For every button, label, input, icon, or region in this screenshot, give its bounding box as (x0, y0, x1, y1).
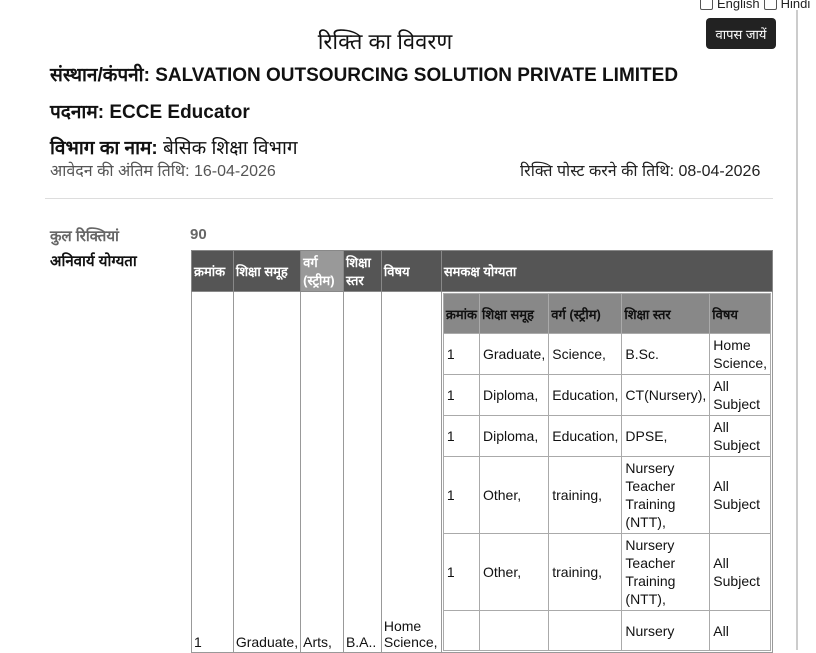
cell-stream: Arts, (301, 292, 344, 653)
inner-cell-serial: 1 (443, 534, 479, 611)
inner-row (443, 534, 770, 611)
hindi-label: Hindi (780, 0, 811, 11)
table-row (192, 292, 773, 653)
inner-cell-stream: training, (549, 457, 622, 534)
post-date: रिक्ति पोस्ट करने की तिथि: 08-04-2026 (520, 163, 761, 180)
dept-label: विभाग का नाम: (50, 138, 158, 159)
inner-cell-serial: 1 (443, 416, 479, 457)
col-group: शिक्षा समूह (233, 251, 300, 292)
inner-col-group: शिक्षा समूह (479, 294, 548, 334)
inner-col-serial: क्रमांक (443, 294, 479, 334)
inner-cell-serial: 1 (443, 457, 479, 534)
inner-row (443, 334, 770, 375)
qualification-table (191, 250, 773, 653)
company-label: संस्थान/कंपनी: (50, 65, 150, 86)
inner-row (443, 611, 770, 651)
cell-level: B.A.. (343, 292, 381, 653)
cell-equivalent (441, 292, 772, 653)
inner-cell-subject: All Subject (710, 416, 771, 457)
dept-line (50, 134, 298, 160)
total-label: कुल रिक्तियां (50, 228, 119, 245)
total-value: 90 (190, 226, 207, 243)
inner-cell-stream: Education, (549, 375, 622, 416)
equivalent-table (443, 293, 771, 651)
inner-cell-stream: Education, (549, 416, 622, 457)
inner-cell-group: Diploma, (479, 375, 548, 416)
col-stream: वर्ग (स्ट्रीम) (301, 251, 344, 292)
hindi-checkbox[interactable] (764, 0, 777, 10)
col-subject: विषय (381, 251, 441, 292)
company-line (50, 61, 678, 87)
divider (45, 198, 773, 199)
inner-cell-group (479, 611, 548, 651)
inner-cell-group: Other, (479, 534, 548, 611)
inner-cell-serial: 1 (443, 375, 479, 416)
inner-row (443, 416, 770, 457)
inner-cell-level: DPSE, (622, 416, 710, 457)
cell-serial: 1 (192, 292, 234, 653)
inner-col-stream: वर्ग (स्ट्रीम) (549, 294, 622, 334)
inner-cell-subject: Home Science, (710, 334, 771, 375)
inner-cell-stream: training, (549, 534, 622, 611)
inner-cell-group: Other, (479, 457, 548, 534)
inner-cell-subject: All Subject (710, 375, 771, 416)
post-name: ECCE Educator (109, 102, 250, 123)
page-title: रिक्ति का विवरण (317, 29, 453, 54)
inner-cell-group: Diploma, (479, 416, 548, 457)
inner-col-subject: विषय (710, 294, 771, 334)
inner-row (443, 457, 770, 534)
inner-cell-subject: All Subject (710, 534, 771, 611)
col-equivalent: समकक्ष योग्यता (441, 251, 772, 292)
english-checkbox[interactable] (700, 0, 713, 10)
dept-name: बेसिक शिक्षा विभाग (162, 138, 298, 159)
inner-cell-level: Nursery Teacher Training (NTT), (622, 534, 710, 611)
cell-subject: Home Science, (381, 292, 441, 653)
inner-cell-level: B.Sc. (622, 334, 710, 375)
inner-cell-level: Nursery Teacher Training (NTT), (622, 457, 710, 534)
inner-cell-stream (549, 611, 622, 651)
company-name: SALVATION OUTSOURCING SOLUTION PRIVATE LIMITED (155, 65, 679, 86)
col-serial: क्रमांक (192, 251, 234, 292)
qualification-label: अनिवार्य योग्यता (50, 253, 137, 270)
back-button[interactable]: वापस जायें (706, 18, 776, 49)
col-level: शिक्षा स्तर (343, 251, 381, 292)
inner-cell-serial: 1 (443, 334, 479, 375)
last-date: आवेदन की अंतिम तिथि: 16-04-2026 (50, 163, 276, 180)
inner-cell-stream: Science, (549, 334, 622, 375)
inner-cell-subject: All (710, 611, 771, 651)
inner-cell-group: Graduate, (479, 334, 548, 375)
english-label: English (717, 0, 760, 11)
inner-cell-serial (443, 611, 479, 651)
post-label: पदनाम: (50, 102, 105, 123)
inner-row (443, 375, 770, 416)
inner-cell-level: Nursery (622, 611, 710, 651)
inner-cell-subject: All Subject (710, 457, 771, 534)
inner-col-level: शिक्षा स्तर (622, 294, 710, 334)
cell-group: Graduate, (233, 292, 300, 653)
post-line (50, 98, 250, 124)
inner-cell-level: CT(Nursery), (622, 375, 710, 416)
